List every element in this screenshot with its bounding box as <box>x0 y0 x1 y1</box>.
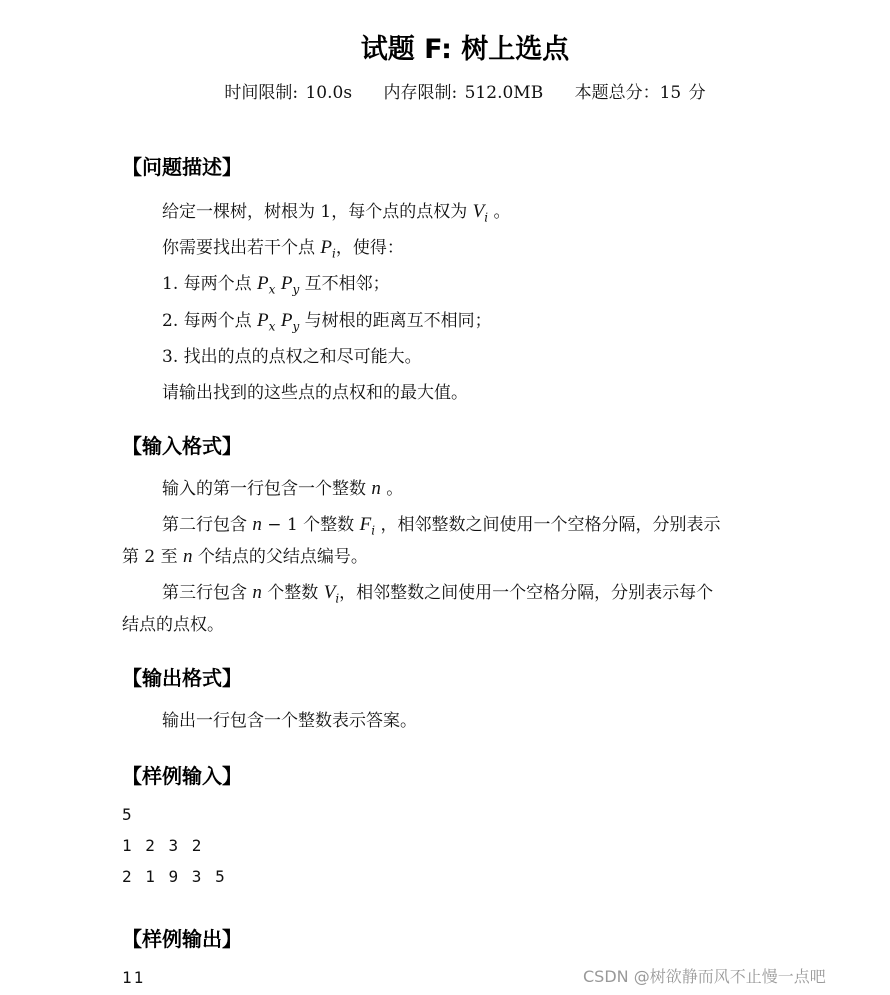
input-line-3-cont: 结点的点权。 <box>122 615 224 635</box>
description-item-1: 1. 每两个点 $P_x$ $P_y$ 互不相邻； <box>162 273 390 297</box>
problem-meta <box>0 78 890 103</box>
description-line-1: 给定一棵树，树根为 1，每个点的点权为 $V_i$ 。 <box>162 201 511 225</box>
output-line-1: 输出一行包含一个整数表示答案。 <box>162 711 417 731</box>
description-item-2: 2. 每两个点 $P_x$ $P_y$ 与树根的距离互不相同； <box>162 310 492 334</box>
sample-input-line-1: 5 <box>122 805 134 824</box>
input-line-2-cont: 第 2 至 n 个结点的父结点编号。 <box>122 546 368 567</box>
description-heading: 【问题描述】 <box>122 155 242 179</box>
input-line-3: 第三行包含 n 个整数 $V_i$，相邻整数之间使用一个空格分隔，分别表示每个 <box>162 582 714 606</box>
sample-input-heading: 【样例输入】 <box>122 764 242 788</box>
watermark: CSDN @树欲静而风不止慢一点吧 <box>583 967 826 986</box>
sample-output-line-1: 11 <box>122 968 146 987</box>
total-score: 本题总分：15 分 <box>574 83 706 103</box>
description-line-3: 请输出找到的这些点的点权和的最大值。 <box>162 383 468 403</box>
sample-input-line-2: 1 2 3 2 <box>122 836 204 855</box>
problem-title: 试题 F: 树上选点 <box>360 34 570 65</box>
input-line-2: 第二行包含 n − 1 个整数 $F_i$ ，相邻整数之间使用一个空格分隔，分别表示 <box>162 514 721 538</box>
memory-limit: 内存限制: 512.0MB <box>383 83 544 103</box>
description-item-3: 3. 找出的点的点权之和尽可能大。 <box>162 347 422 367</box>
time-limit: 时间限制: 10.0s <box>224 83 353 103</box>
sample-output-heading: 【样例输出】 <box>122 927 242 951</box>
output-heading: 【输出格式】 <box>122 666 242 690</box>
sample-input-line-3: 2 1 9 3 5 <box>122 867 227 886</box>
description-line-2: 你需要找出若干个点 $P_i$，使得： <box>162 237 404 261</box>
input-line-1: 输入的第一行包含一个整数 n 。 <box>162 478 404 499</box>
input-heading: 【输入格式】 <box>122 434 242 458</box>
